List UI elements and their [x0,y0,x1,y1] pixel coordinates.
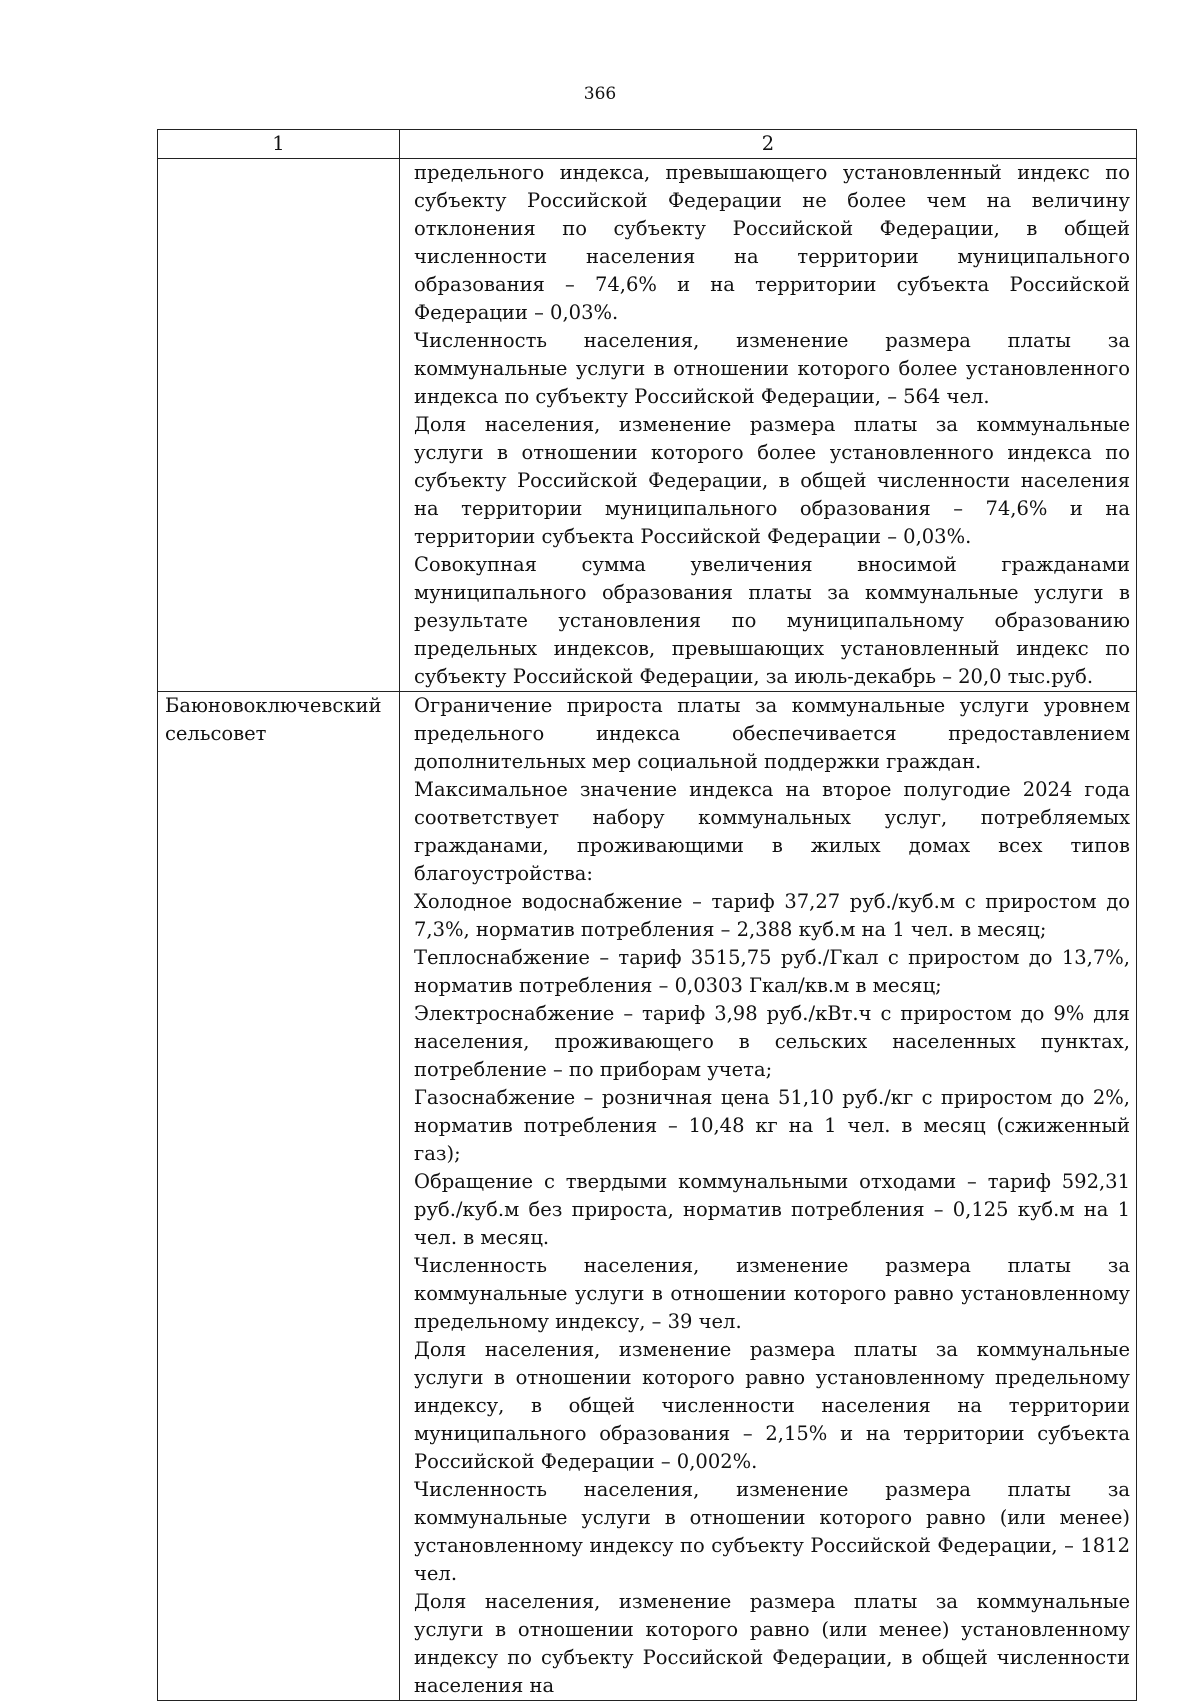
column-header-1: 1 [158,130,400,159]
description-cell [400,159,1137,692]
table-header-row [158,130,1137,159]
municipality-name-cell: Баюновоключевский сельсовет [158,692,400,1701]
paragraph: Доля населения, изменение размера платы за коммунальные услуги в отношении которого равно (или менее) установленному индексу по субъекту Российской Федерации, в общей численности населения на [414,1590,1130,1697]
paragraph: предельного индекса, превышающего установленный индекс по субъекту Российской Федерации не более чем на величину отклонения по субъекту Российской Федерации, в общей численности населения на территории муниципального образования – 74,6% и на территории субъекта Российской Федерации – 0,03%. [414,161,1130,324]
paragraph: Теплоснабжение – тариф 3515,75 руб./Гкал с приростом до 13,7%, норматив потребления – 0,0303 Гкал/кв.м в месяц; [414,946,1130,997]
paragraph: Численность населения, изменение размера платы за коммунальные услуги в отношении которого равно установленному предельному индексу, – 39 чел. [414,1254,1130,1333]
description-cell [400,692,1137,1701]
paragraph: Ограничение прироста платы за коммунальные услуги уровнем предельного индекса обеспечивается предоставлением дополнительных мер социальной поддержки граждан. [414,694,1130,773]
paragraph: Доля населения, изменение размера платы за коммунальные услуги в отношении которого равно установленному предельному индексу, в общей численности населения на территории муниципального образования – 2,15% и на территории субъекта Российской Федерации – 0,002%. [414,1338,1130,1473]
paragraph: Численность населения, изменение размера платы за коммунальные услуги в отношении которого более установленного индекса по субъекту Российской Федерации, – 564 чел. [414,329,1130,408]
municipality-name-cell [158,159,400,692]
document-table [157,129,1137,1701]
table-row [158,692,1137,1701]
paragraph: Совокупная сумма увеличения вносимой гражданами муниципального образования платы за коммунальные услуги в результате установления по муниципальному образованию предельных индексов, превышающих установленный индекс по субъекту Российской Федерации, за июль-декабрь – 20,0 тыс.руб. [414,553,1130,688]
paragraph: Численность населения, изменение размера платы за коммунальные услуги в отношении которого равно (или менее) установленному индексу по субъекту Российской Федерации, – 1812 чел. [414,1478,1130,1585]
column-header-2: 2 [400,130,1137,159]
paragraph: Газоснабжение – розничная цена 51,10 руб./кг с приростом до 2%, норматив потребления – 10,48 кг на 1 чел. в месяц (сжиженный газ); [414,1086,1130,1165]
page-number: 366 [583,84,617,104]
paragraph: Обращение с твердыми коммунальными отходами – тариф 592,31 руб./куб.м без прироста, норматив потребления – 0,125 куб.м на 1 чел. в месяц. [414,1170,1130,1249]
table-row [158,159,1137,692]
paragraph: Электроснабжение – тариф 3,98 руб./кВт.ч с приростом до 9% для населения, проживающего в сельских населенных пунктах, потребление – по приборам учета; [414,1002,1130,1081]
paragraph: Холодное водоснабжение – тариф 37,27 руб./куб.м с приростом до 7,3%, норматив потребления – 2,388 куб.м на 1 чел. в месяц; [414,890,1130,941]
paragraph: Максимальное значение индекса на второе полугодие 2024 года соответствует набору коммунальных услуг, потребляемых гражданами, проживающими в жилых домах всех типов благоустройства: [414,778,1130,885]
paragraph: Доля населения, изменение размера платы за коммунальные услуги в отношении которого более установленного индекса по субъекту Российской Федерации, в общей численности населения на территории муниципального образования – 74,6% и на территории субъекта Российской Федерации – 0,03%. [414,413,1130,548]
